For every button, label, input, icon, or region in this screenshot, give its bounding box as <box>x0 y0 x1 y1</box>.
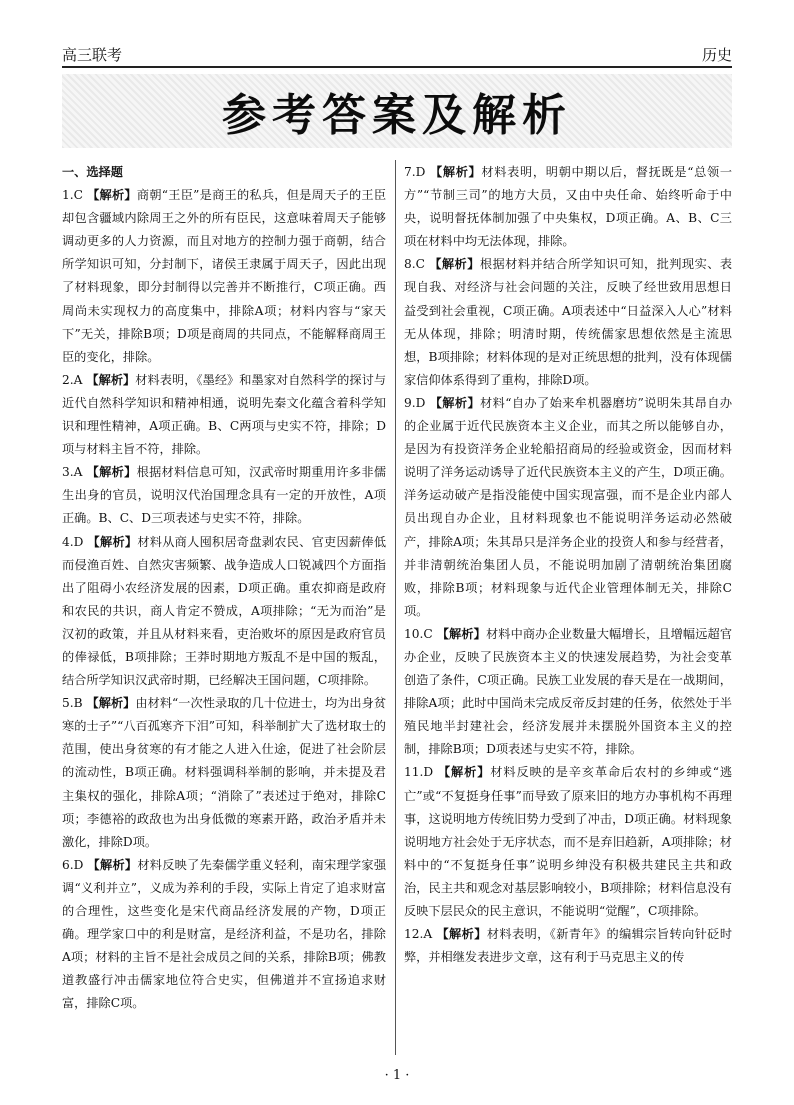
answer-item <box>62 461 386 530</box>
answer-text: 材料反映的是辛亥革命后农村的乡绅或“逃亡”或“不复挺身任事”而导致了原来旧的地方办事机构不再理事，这说明地方传统旧势力受到了冲击，D项正确。材料现象说明地方社会处于无序状态，而不是弃旧趋新，A项排除；材料中的“不复挺身任事”说明乡绅没有积极共建民主共和政治，民主共和观念对基层影响较小，B项排除；材料信息没有反映下层民众的民主意识，不能说明“觉醒”，C项排除。 <box>404 765 733 918</box>
analysis-tag: 【解析】 <box>437 765 491 780</box>
answer-number: 8.C <box>404 257 425 272</box>
left-answer-list <box>62 184 386 1015</box>
answer-number: 12.A <box>404 927 433 942</box>
answer-text: 由材料“一次性录取的几十位进士，均为出身贫寒的士子”“八百孤寒齐下泪”可知，科举制扩大了选材取士的范围，使出身贫寒的有才能之人进入仕途，促进了社会阶层的流动性，B项正确。材料强调科举制的影响，并未提及君主集权的强化，排除A项；“消除了”表述过于绝对，排除C项；李德裕的政敌也为出身低微的寒素开路，政治矛盾并未激化，排除D项。 <box>62 696 387 849</box>
answer-item <box>62 854 386 1016</box>
answer-number: 5.B <box>62 696 83 711</box>
page-header <box>62 44 732 68</box>
answer-item <box>62 369 386 461</box>
answer-text: 根据材料信息可知，汉武帝时期重用许多非儒生出身的官员，说明汉代治国理念具有一定的开放性，A项正确。B、C、D三项表述与史实不符，排除。 <box>62 465 387 526</box>
left-column <box>62 161 386 1015</box>
answer-item <box>404 253 732 392</box>
analysis-tag: 【解析】 <box>86 372 136 387</box>
answer-text: 材料中商办企业数量大幅增长，且增幅远超官办企业，反映了民族资本主义的快速发展趋势，为社会变革创造了条件，C项正确。民族工业发展的春天是在一战期间，排除A项；此时中国尚未完成反帝反封建的任务，依然处于半殖民地半封建社会，经济发展并未摆脱外国资本主义的控制，排除B项；D项表述与史实不符，排除。 <box>404 626 733 757</box>
analysis-tag: 【解析】 <box>86 465 137 480</box>
right-answer-list <box>404 161 732 969</box>
answer-number: 10.C <box>404 626 433 641</box>
answer-number: 1.C <box>62 188 83 203</box>
answer-number: 9.D <box>404 395 426 410</box>
answer-number: 7.D <box>404 165 426 179</box>
header-left: 高三联考 <box>62 46 123 64</box>
answer-item <box>62 531 386 693</box>
answer-number: 6.D <box>62 857 84 872</box>
answer-item <box>404 392 732 623</box>
answer-item <box>404 761 732 923</box>
answer-text: 材料从商人囤积居奇盘剥农民、官吏因薪俸低而侵渔百姓、自然灾害频繁、战争造成人口锐减四个方面指出了阻碍小农经济发展的因素，D项正确。重农抑商是政府和农民的共识，商人肯定不赞成，A项排除；“无为而治”是汉初的政策，并且从材料来看，吏治败坏的原因是政府官员的俸禄低，B项排除；王莽时期地方叛乱不是中国的叛乱，结合所学知识汉武帝时期，已经解决王国问题，C项排除。 <box>62 534 387 688</box>
title-banner <box>62 74 732 148</box>
analysis-tag: 【解析】 <box>429 257 480 272</box>
right-column <box>404 161 732 969</box>
analysis-tag: 【解析】 <box>429 165 482 179</box>
answer-text: 材料表明，明朝中期以后，督抚既是“总领一方”“节制三司”的地方大员，又由中央任命、始终听命于中央，说明督抚体制加强了中央集权，D项正确。A、B、C三项在材料中均无法体现，排除。 <box>404 165 733 249</box>
answer-item <box>404 623 732 762</box>
answer-number: 3.A <box>62 465 83 480</box>
answer-text: 商朝“王臣”是商王的私兵，但是周天子的王臣却包含疆域内除周王之外的所有臣民，这意味着周天子能够调动更多的人力资源，而且对地方的控制力强于商朝，结合所学知识可知，分封制下，诸侯王隶属于周天子，因此出现了材料现象，即分封制得以完善并不断推行，C项正确。西周尚未实现权力的高度集中，排除A项；材料内容与“家天下”无关，排除B项；D项是商周的共同点，不能解释商周王臣的变化，排除。 <box>62 188 387 364</box>
answer-item <box>404 161 732 253</box>
answer-text: 材料反映了先秦儒学重义轻利，南宋理学家强调“义利并立”，义成为养利的手段，实际上肯定了追求财富的合理性，这些变化是宋代商品经济发展的产物，D项正确。理学家口中的利是财富，是经济利益，不是功名，排除A项；材料的主旨不是社会成员之间的关系，排除B项；佛教道教盛行冲击儒家地位符合史实，但佛道并不宣扬追求财富，排除C项。 <box>62 857 387 1011</box>
header-right: 历史 <box>701 46 732 64</box>
analysis-tag: 【解析】 <box>86 696 136 711</box>
answer-item <box>62 184 386 369</box>
answer-text: 材料“自办了始来牟机器磨坊”说明朱其昂自办的企业属于近代民族资本主义企业，而其之所以能够自办，是因为有投资洋务企业轮船招商局的经验或资金，因而材料说明了洋务运动诱导了近代民族资本主义的产生，D项正确。洋务运动破产是指没能使中国实现富强，而不是企业内部人员出现自办企业，且材料现象也不能说明洋务运动必然破产，排除A项；朱其昂只是洋务企业的投资人和参与经营者，并非清朝统治集团人员，不能说明加剧了清朝统治集团腐败，排除B项；材料现象与近代企业管理体制无关，排除C项。 <box>404 395 733 618</box>
analysis-tag: 【解析】 <box>429 395 481 410</box>
analysis-tag: 【解析】 <box>436 927 487 942</box>
banner-title: 参考答案及解析 <box>222 90 572 141</box>
analysis-tag: 【解析】 <box>87 857 138 872</box>
answer-number: 2.A <box>62 372 83 387</box>
answer-text: 根据材料并结合所学知识可知，批判现实、表现自我、对经济与社会问题的关注，反映了经世致用思想日益受到社会重视，C项正确。A项表述中“日益深入人心”材料无从体现，排除；明清时期，传统儒家思想依然是主流思想，B项排除；材料体现的是对正统思想的批判，没有体现儒家信仰体系得到了重构，排除D项。 <box>404 257 733 387</box>
answer-item <box>404 923 732 969</box>
column-divider <box>395 160 396 1055</box>
section-title: 一、选择题 <box>62 165 123 179</box>
analysis-tag: 【解析】 <box>87 188 137 203</box>
analysis-tag: 【解析】 <box>436 626 486 641</box>
page-number: · 1 · <box>384 1068 410 1083</box>
answer-number: 4.D <box>62 534 84 549</box>
answer-number: 11.D <box>404 765 434 780</box>
analysis-tag: 【解析】 <box>87 534 138 549</box>
answer-text: 材料表明，《墨经》和墨家对自然科学的探讨与近代自然科学知识和精神相通，说明先秦文化蕴含着科学知识和理性精神，A项正确。B、C两项与史实不符，排除；D项与材料主旨不符，排除。 <box>62 372 387 457</box>
answer-text: 材料表明，《新青年》的编辑宗旨转向针砭时弊，并相继发表进步文章，这有利于马克思主义的传 <box>404 927 733 965</box>
answer-item <box>62 692 386 854</box>
